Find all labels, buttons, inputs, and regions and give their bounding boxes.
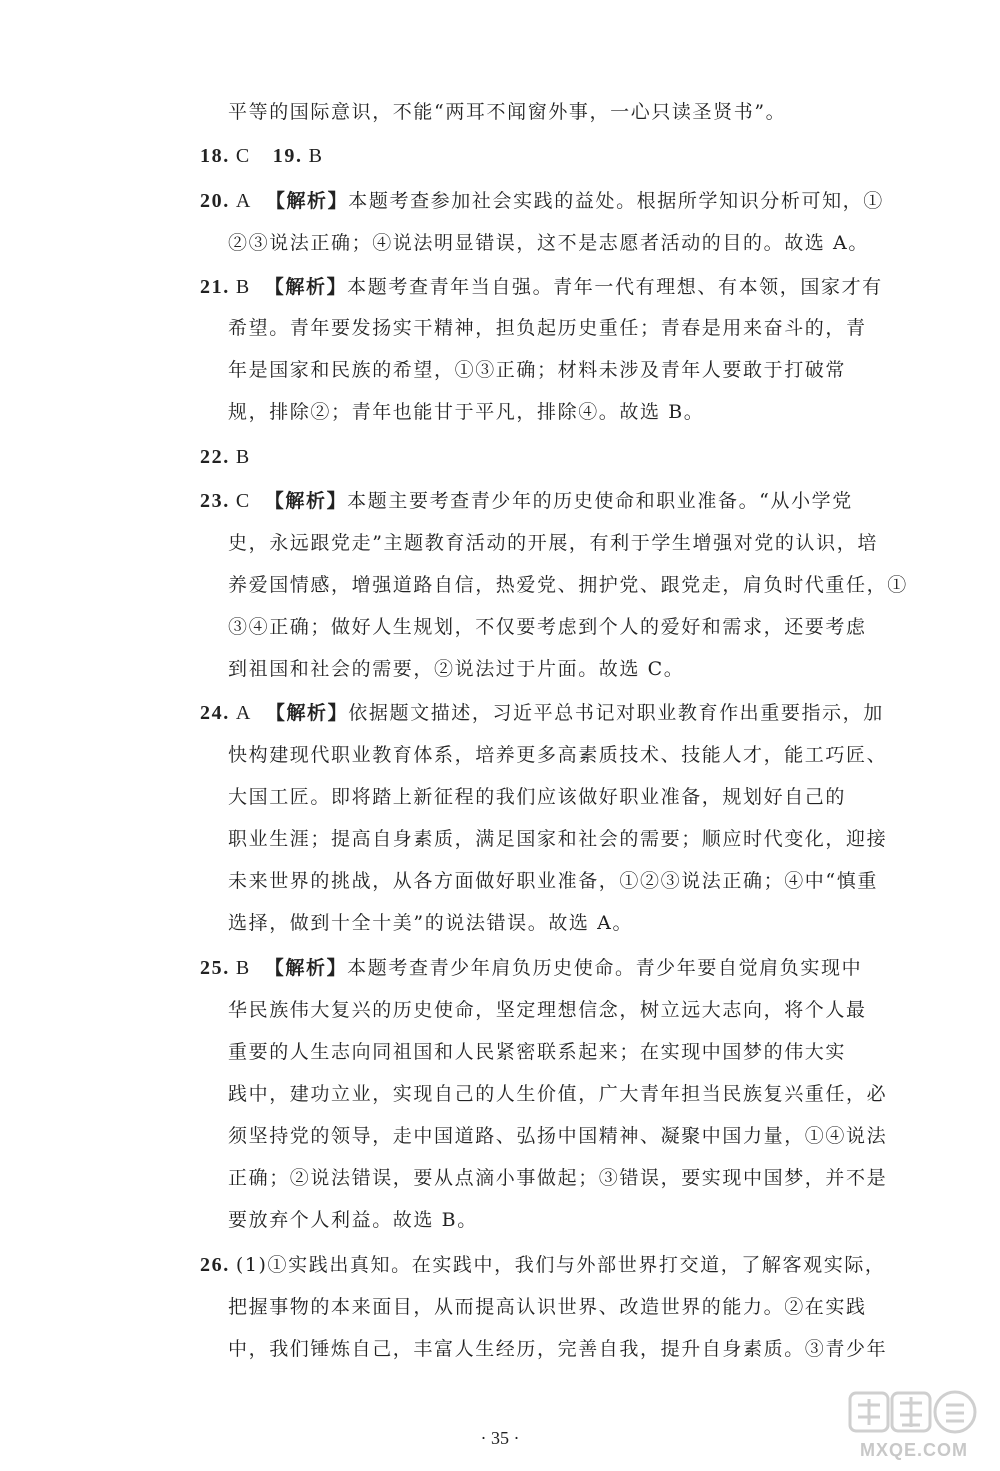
question-number: 26. — [200, 1254, 230, 1276]
text-line: ③④正确；做好人生规划，不仅要考虑到个人的爱好和需求，还要考虑 — [228, 616, 867, 638]
question-22-line — [200, 442, 265, 472]
text-line: 践中，建功立业，实现自己的人生价值，广大青年担当民族复兴重任，必 — [228, 1083, 888, 1105]
text-line: 到祖国和社会的需要，②说法过于片面。故选 C。 — [228, 658, 685, 680]
text-line: 平等的国际意识，不能“两耳不闻窗外事，一心只读圣贤书”。 — [228, 101, 787, 123]
question-number: 25. — [200, 957, 230, 979]
question-21-line-1 — [200, 272, 883, 302]
text-line: 选择，做到十全十美”的说法错误。故选 A。 — [228, 912, 634, 934]
question-26-line-1 — [200, 1250, 886, 1280]
question-25-line-1 — [200, 953, 862, 983]
text-line: 希望。青年要发扬实干精神，担负起历史重任；青春是用来奋斗的，青 — [228, 317, 867, 339]
text-line: 重要的人生志向同祖国和人民紧密联系起来；在实现中国梦的伟大实 — [228, 1041, 847, 1063]
question-20-line-1 — [200, 186, 884, 216]
answer-letter: B — [235, 446, 251, 468]
text-span: (1)①实践出真知。在实践中，我们与外部世界打交道，了解客观实际， — [235, 1254, 886, 1276]
text-line: 养爱国情感，增强道路自信，热爱党、拥护党、跟党走，肩负时代重任，① — [228, 574, 908, 596]
answer-letter: A — [235, 702, 252, 724]
answer-letter: C — [235, 490, 251, 512]
analysis-label: 【解析】 — [265, 190, 349, 212]
text-line: 职业生涯；提高自身素质，满足国家和社会的需要；顺应时代变化，迎接 — [228, 828, 888, 850]
answer-letter: A — [235, 190, 252, 212]
question-23-line-1 — [200, 486, 853, 516]
text-line: 快构建现代职业教育体系，培养更多高素质技术、技能人才，能工巧匠、 — [228, 744, 888, 766]
text-line: 未来世界的挑战，从各方面做好职业准备，①②③说法正确；④中“慎重 — [228, 870, 878, 892]
question-number: 23. — [200, 490, 230, 512]
text-line: 中，我们锤炼自己，丰富人生经历，完善自我，提升自身素质。③青少年 — [228, 1338, 888, 1360]
text-span: 本题考查青少年肩负历史使命。青少年要自觉肩负实现中 — [347, 957, 863, 979]
text-line: 把握事物的本来面目，从而提高认识世界、改造世界的能力。②在实践 — [228, 1296, 867, 1318]
question-number: 24. — [200, 702, 230, 724]
answer-letter: C — [235, 145, 251, 167]
text-span: 本题考查参加社会实践的益处。根据所学知识分析可知，① — [348, 190, 884, 212]
text-line: 年是国家和民族的希望，①③正确；材料未涉及青年人要敢于打破常 — [228, 359, 847, 381]
question-number: 21. — [200, 276, 230, 298]
text-line: 大国工匠。即将踏上新征程的我们应该做好职业准备，规划好自己的 — [228, 786, 847, 808]
question-number: 19. — [272, 145, 303, 167]
text-span: 本题考查青年当自强。青年一代有理想、有本领，国家才有 — [347, 276, 883, 298]
text-line: 史，永远跟党走”主题教育活动的开展，有利于学生增强对党的认识，培 — [228, 532, 878, 554]
question-24-line-1 — [200, 698, 884, 728]
text-span: 本题主要考查青少年的历史使命和职业准备。“从小学党 — [347, 490, 853, 512]
text-line: 须坚持党的领导，走中国道路、弘扬中国精神、凝聚中国力量，①④说法 — [228, 1125, 888, 1147]
analysis-label: 【解析】 — [265, 702, 349, 724]
answer-letter: B — [308, 145, 324, 167]
text-line: ②③说法正确；④说法明显错误，这不是志愿者活动的目的。故选 A。 — [228, 232, 869, 254]
answer-letter: B — [235, 276, 251, 298]
text-line: 要放弃个人利益。故选 B。 — [228, 1209, 478, 1231]
text-line: 正确；②说法错误，要从点滴小事做起；③错误，要实现中国梦，并不是 — [228, 1167, 888, 1189]
text-line: 华民族伟大复兴的历史使命，坚定理想信念，树立远大志向，将个人最 — [228, 999, 867, 1021]
watermark-site: MXQE.COM — [860, 1440, 969, 1460]
page-number: · 35 · — [480, 1428, 520, 1448]
analysis-label: 【解析】 — [264, 490, 348, 512]
analysis-label: 【解析】 — [264, 276, 348, 298]
answer-line-18-19 — [200, 141, 338, 171]
analysis-label: 【解析】 — [264, 957, 348, 979]
question-number: 18. — [200, 145, 230, 167]
text-line: 规，排除②；青年也能甘于平凡，排除④。故选 B。 — [228, 401, 705, 423]
answer-letter: B — [235, 957, 251, 979]
text-span: 依据题文描述，习近平总书记对职业教育作出重要指示，加 — [348, 702, 884, 724]
question-number: 20. — [200, 190, 230, 212]
question-number: 22. — [200, 446, 230, 468]
